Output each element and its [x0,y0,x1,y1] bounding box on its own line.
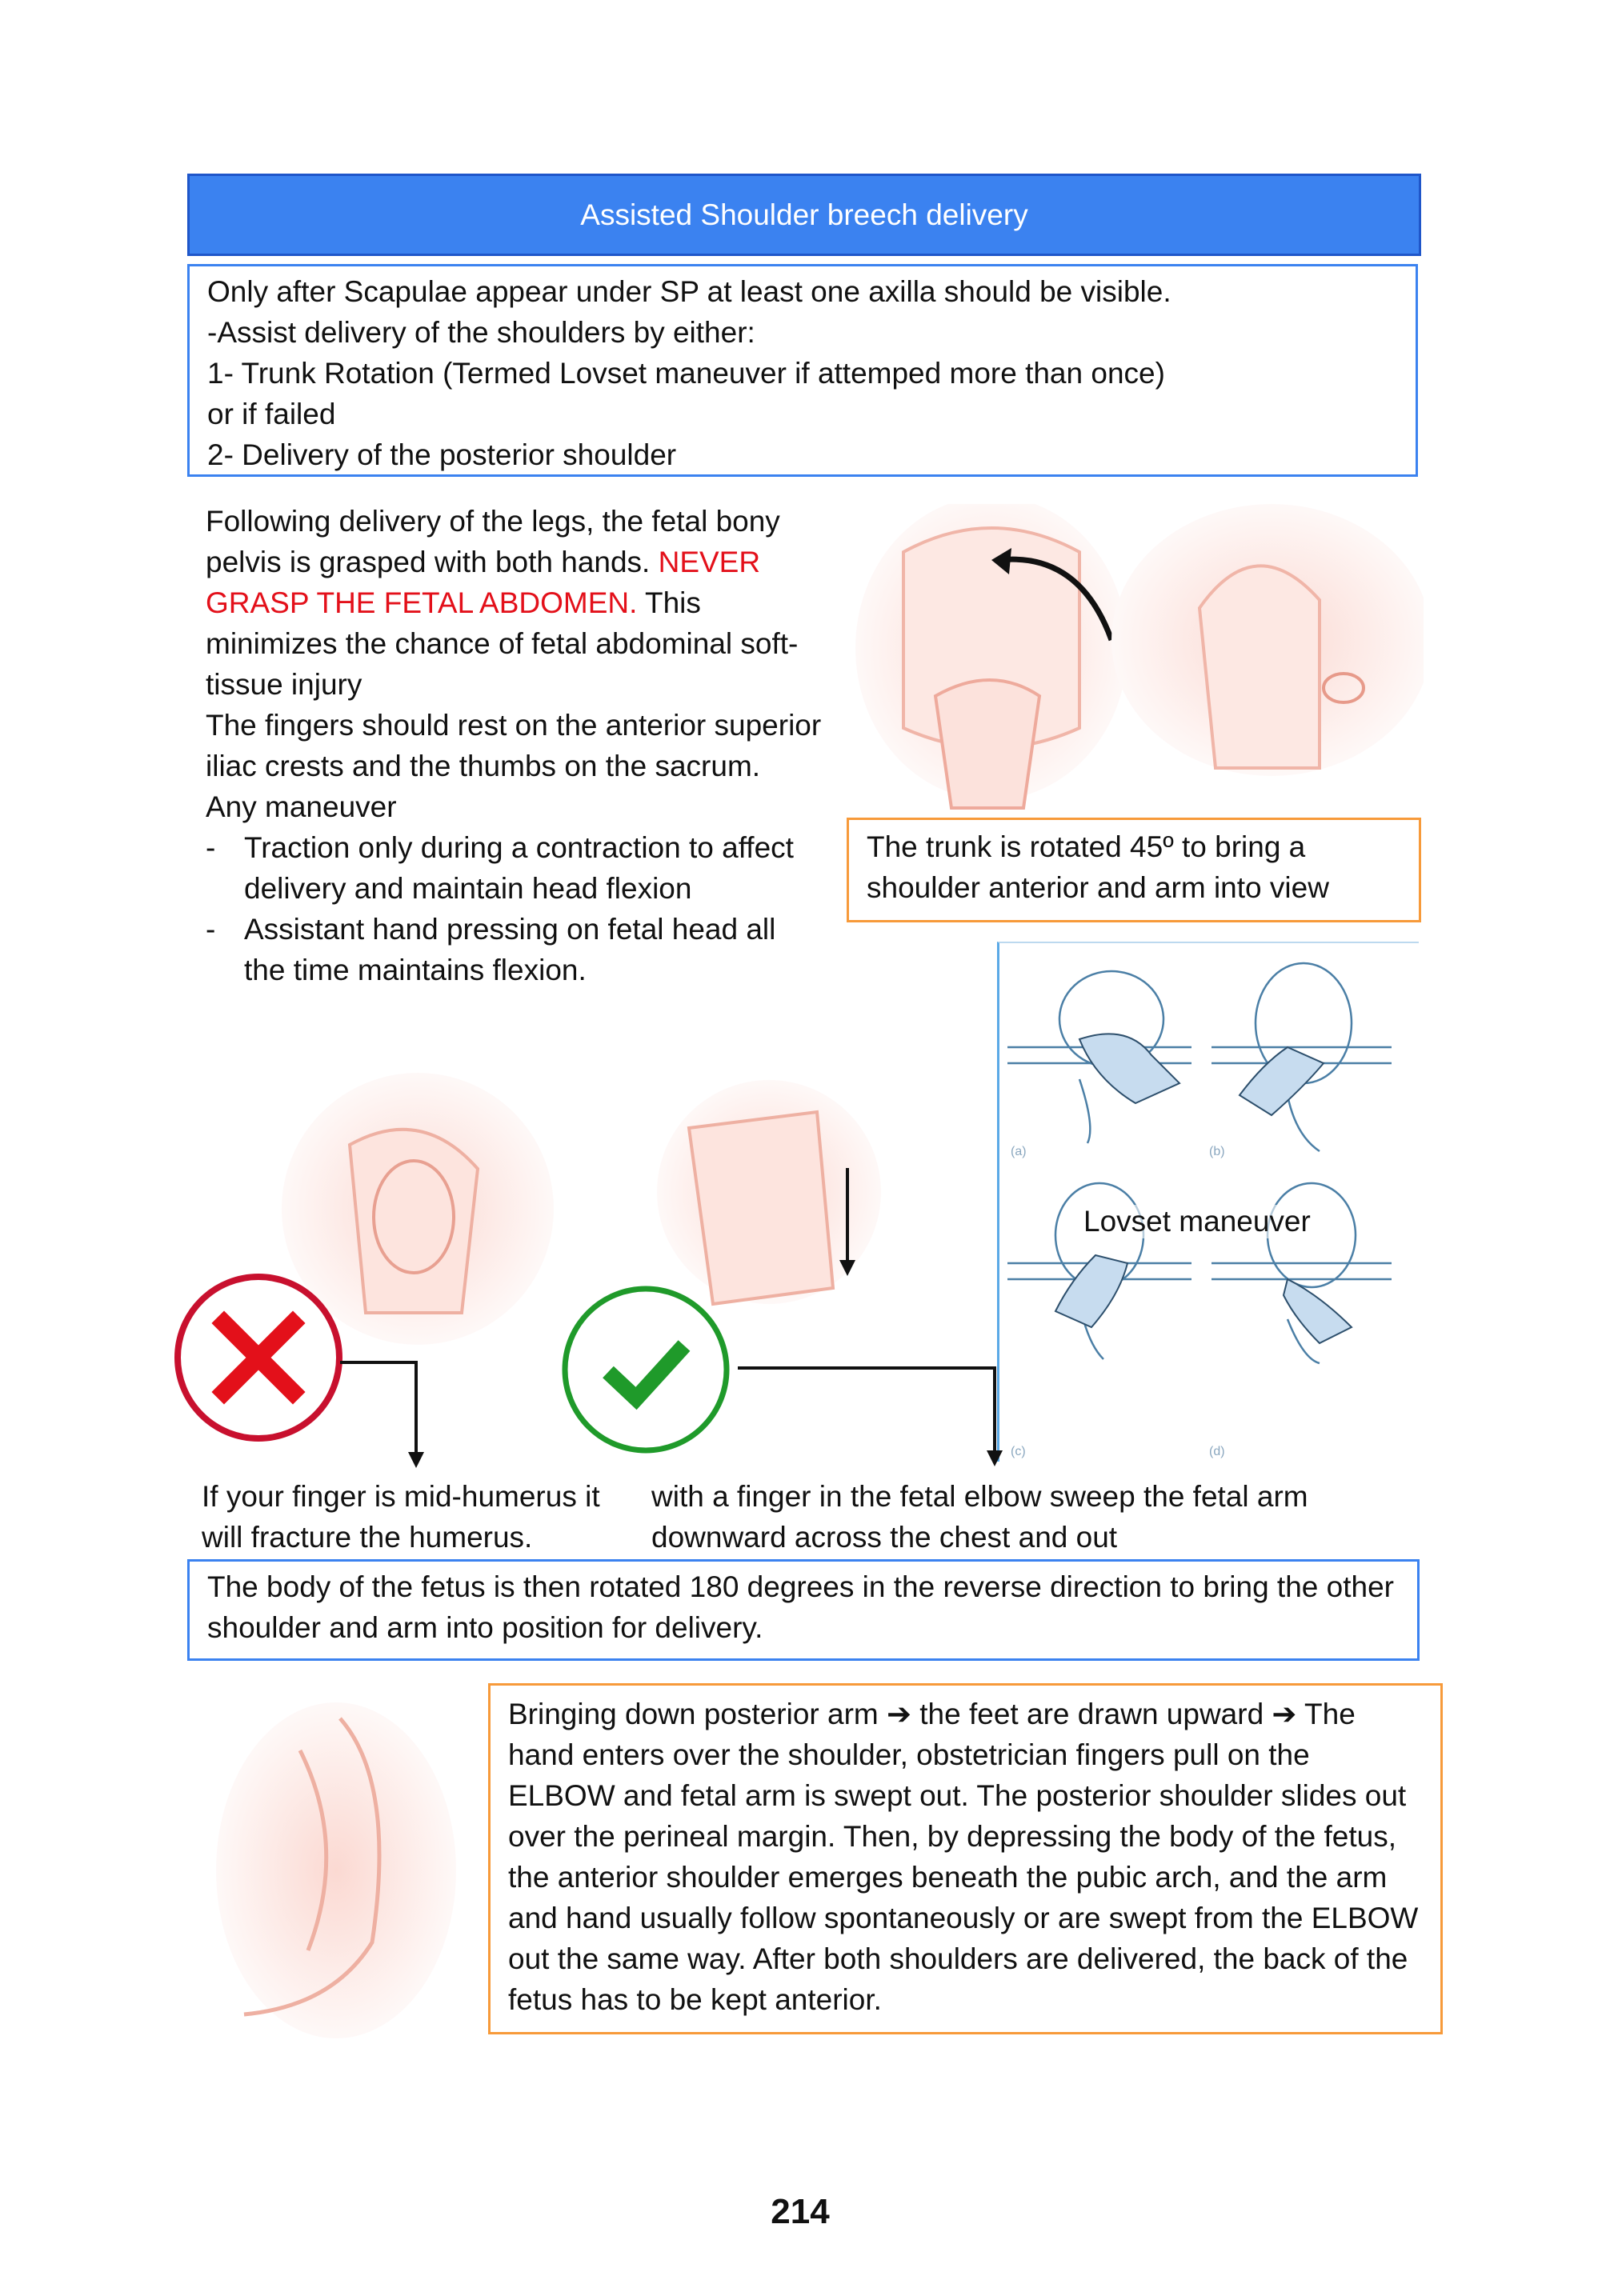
dash: - [206,913,216,946]
rotation-box [187,1559,1420,1661]
left-instructions [206,501,822,990]
warning-text: NEVER GRASP THE FETAL ABDOMEN. [206,546,761,619]
intro-line: Only after Scapulae appear under SP at least one axilla should be visible. [207,275,1171,308]
paragraph-grasp [206,501,822,705]
posterior-arm-box [488,1683,1443,2034]
text-grasp: Following delivery of the legs, the fetal bony pelvis is grasped with both hands. [206,505,780,578]
rotation-text: The body of the fetus is then rotated 180 degrees in the reverse direction to bring the other shoulder and arm into position for delivery. [207,1570,1394,1644]
text-minimizes: This minimizes the chance of fetal abdominal soft-tissue injury [206,586,799,701]
panel-label-d: (d) [1209,1445,1225,1458]
wrong-caption: If your finger is mid-humerus it will fracture the humerus. [202,1480,600,1554]
check-icon [565,1289,727,1450]
panel-label-c: (c) [1011,1445,1026,1458]
trunk-caption: The trunk is rotated 45º to bring a shoulder anterior and arm into view [867,830,1329,904]
intro-box [187,264,1418,477]
dash: - [206,831,216,864]
bullet-text: Traction only during a contraction to affect delivery and maintain head flexion [244,831,794,905]
section-header [187,174,1421,256]
bullet-item [206,909,822,990]
intro-line: or if failed [207,398,336,430]
paragraph-fingers: The fingers should rest on the anterior superior iliac crests and the thumbs on the sacrum. [206,709,822,782]
trunk-caption-box [847,818,1421,922]
lovset-label: Lovset maneuver [1083,1205,1311,1238]
bullet-item [206,827,822,909]
panel-label-a: (a) [1011,1145,1027,1158]
paragraph-any-maneuver: Any maneuver [206,790,397,823]
right-caption: with a finger in the fetal elbow sweep the fetal arm downward across the chest and out [651,1480,1308,1554]
trunk-rotation-illustration [839,504,1424,812]
intro-line: -Assist delivery of the shoulders by either: [207,316,755,349]
intro-line: 2- Delivery of the posterior shoulder [207,438,677,471]
bullet-text: Assistant hand pressing on fetal head all the time maintains flexion. [244,913,776,986]
posterior-arm-illustration [212,1686,460,2038]
page-number: 214 [771,2192,830,2231]
posterior-arm-text: Bringing down posterior arm ➔ the feet are drawn upward ➔ The hand enters over the shoulder, obstetrician fingers pull on the ELBOW and fetal arm is swept out. The posterior shoulder slides out over the perineal margin. Then, by depressing the body of the fetus, the anterior shoulder emerges beneath the pubic arch, and the arm and hand usually follow spontaneously or are swept from the ELBOW out the same way. After both shoulders are delivered, the back of the fetus has to be kept anterior. [508,1698,1419,2016]
panel-label-b: (b) [1209,1145,1225,1158]
intro-line: 1- Trunk Rotation (Termed Lovset maneuver if attemped more than once) [207,357,1165,390]
section-title: Assisted Shoulder breech delivery [580,198,1028,231]
lovset-illustration [997,942,1419,1462]
connector-lines [172,1272,1020,1472]
